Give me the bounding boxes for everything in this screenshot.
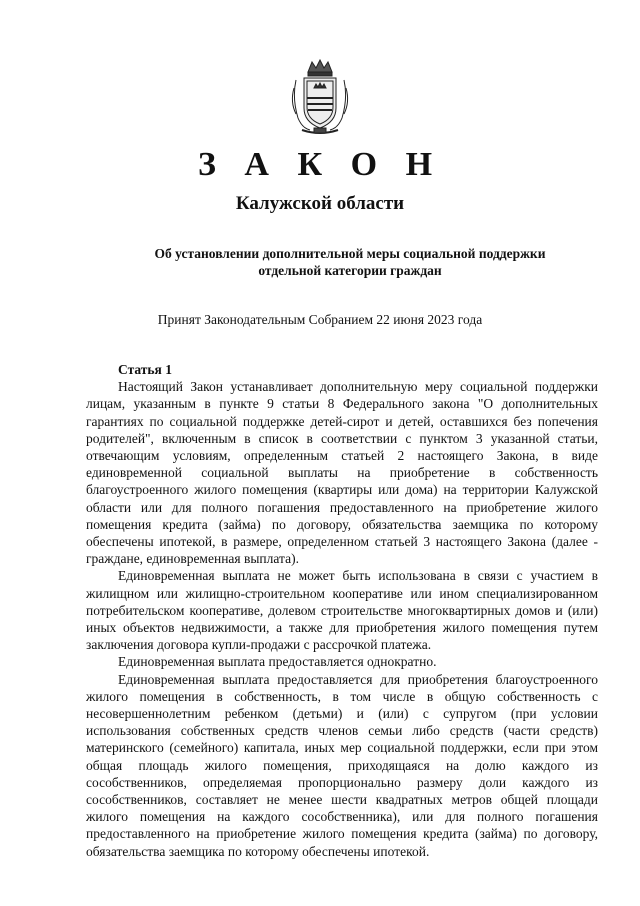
article-heading: Статья 1 bbox=[118, 362, 172, 377]
law-subject bbox=[140, 245, 560, 279]
subject-line: Об установлении дополнительной меры социальной поддержки bbox=[154, 246, 546, 261]
coat-of-arms bbox=[288, 58, 352, 136]
paragraph: Единовременная выплата не может быть использована в связи с участием в жилищном или жилищно-строительном кооперативе или ином специализированном потребительском кооперативе, долевом строительстве многоквартирных домов и (или) иных объектов недвижимости, а также для приобретения жилого помещения путем заключения договора купли-продажи с рассрочкой платежа. bbox=[86, 568, 598, 653]
paragraph: Единовременная выплата предоставляется для приобретения благоустроенного жилого помещения в собственность, в том числе в общую собственность с несовершеннолетним ребенком (детьми) и (или) с супругом (при условии использования собственных средств членов семьи либо средств (части средств) материнского (семейного) капитала, иных мер социальной поддержки, если при этом общая площадь жилого помещения, приходящаяся на долю каждого из сособственников, определяемая пропорционально размеру доли каждого из сособственников, составляет не менее шести квадратных метров общей площади жилого помещения на каждого сособственника), или для полного погашения предоставленного на приобретение жилого помещения кредита (займа) по договору, обязательства заемщика по которому обеспечены ипотекой. bbox=[86, 671, 598, 859]
kaluga-coat-of-arms-icon bbox=[288, 58, 352, 136]
law-body bbox=[86, 361, 598, 860]
region-name: Калужской области bbox=[235, 193, 405, 214]
paragraph: Единовременная выплата предоставляется однократно. bbox=[118, 654, 437, 670]
paragraph: Настоящий Закон устанавливает дополнительную меру социальной поддержки лицам, указанным в пункте 9 статьи 8 Федерального закона "О дополнительных гарантиях по социальной поддержке детей-сирот и детей, оставшихся без попечения родителей", включенным в список в соответствии с пунктом 3 указанной статьи, отвечающим условиям, определенным статьей 2 настоящего Закона, в виде единовременной социальной выплаты на приобретение в собственность благоустроенного жилого помещения (квартиры или дома) на территории Калужской области или для полного погашения предоставленного на приобретение жилого помещения кредита (займа) по договору, обязательства заемщика по которому обеспечены ипотекой, в размере, определенном статьей 3 настоящего Закона (далее - граждане, единовременная выплата). bbox=[86, 379, 598, 567]
adoption-note: Принят Законодательным Собранием 22 июня 2023 года bbox=[157, 312, 483, 327]
subject-line: отдельной категории граждан bbox=[258, 263, 442, 278]
law-title: З А К О Н bbox=[197, 146, 443, 183]
